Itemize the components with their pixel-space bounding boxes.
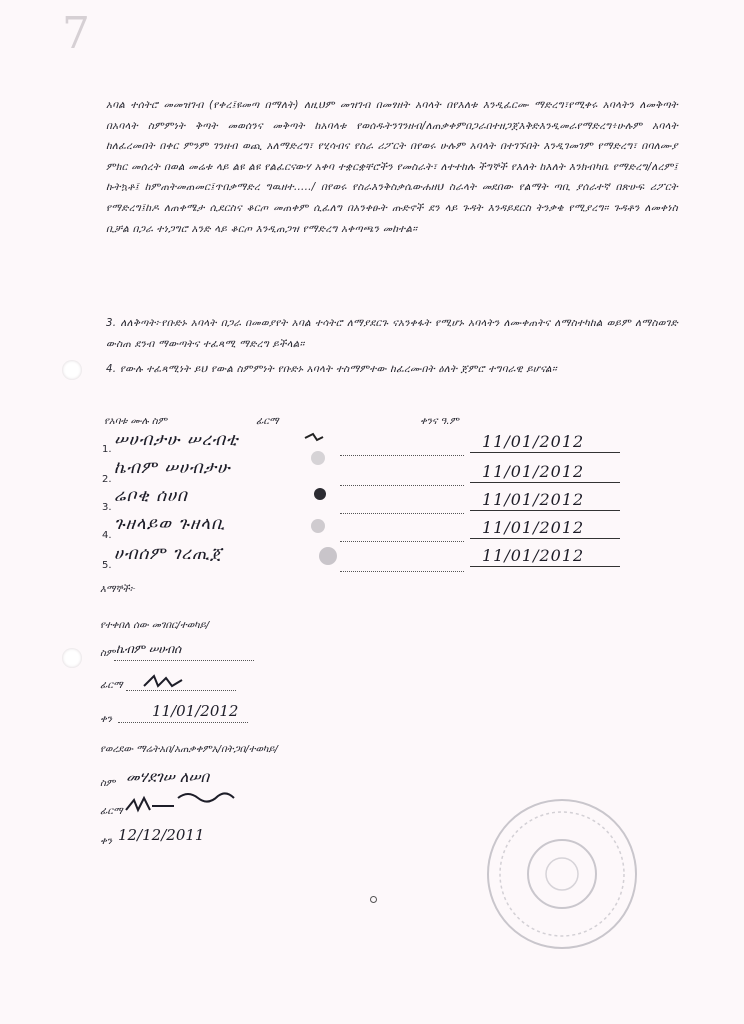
agreement-paragraph-duties: አባል ተሰትሮ መመዝገብ (የቀረ፤ዩመጣ በማለት) ለዚህም መዝገብ በመፃዘት አባላት በየእለቱ እንዲፈርሙ ማድረግ፣የሚቀሩ አባላትን ለመቅጣት በአባላት ስምምነት ቅጣት መወሰንና መቅጣት ከአባላቱ የወሰዱትንገንዘብ/ለጠቃቀምበጋራበተዘጋጀእቅድእንዲመራየማድረግ፥ሁሉም አባላት ከለፈረመበት በቀር ምንም ገንዘብ ወጪ አለማድረግ፣ የሂሳብና የስራ ሪፖርት በየወሩ ሁሉም አባላት በተገኙበት እንዲገመገም የማድረግ፣ በባለሙያ ምክር መሰረት በወል መሬቱ ላይ ልዩ ልዩ የልፈርናውሃ አቀባ ተቋርቋቸሮችን የመስራት፣ ለተተከሉ ችግኞች የእለት ከእለት እንክብካቤ የማድረግ/ለረም፤ ኩትኳቶ፤ ከምጠትመጠመር፤ጥበቃማድረ ግዉዘተ...../ በየወሩ የስራእንቅስቃሴውሐዘህ ስራላት መደበው የልማት ጣቢ ያሰራተኛ በጽሁፍ ሪፖርት የማድረግ፤ከዶ ለጠቀሜታ ሲደርስና ቆርጦ መጠቀም ሲፈለግ በአንቀፁት ጡድኖች ደን ላይ ጉዳት እንዳይደርስ ትንቃቄ የሚያረግ። ጉዳቶን ለመቀነስ ቢቻል በጋራ ተነጋግሮ አንድ ላይ ቆርጦ እንዲጠጋዝ የማድረግ አቀጣጫን መከተል። <box>106 100 678 235</box>
member-name: ሠሀብታሁ ሠረብቲ <box>114 430 239 450</box>
member-row-number: 3. <box>102 502 112 513</box>
member-row-number: 4. <box>102 530 112 541</box>
handed-name-value: መሃደገሠ ለሠበ <box>126 768 210 786</box>
received-date-line <box>118 722 248 723</box>
member-date: 11/01/2012 <box>482 546 585 565</box>
member-name: ኬብም ሠሀብታሁ <box>114 458 231 478</box>
received-name-label: ስም <box>100 648 116 659</box>
member-row-number: 2. <box>102 474 112 485</box>
received-title: የተቀበለ ሰው መገበር/ተወካይ/ <box>100 620 210 631</box>
handed-date-label: ቀን <box>100 836 112 847</box>
member-name: ጉዘላይወ ጉዘላቢ <box>114 514 226 534</box>
fingerprint-mark <box>311 451 325 465</box>
column-header-signature: ፊርማ <box>256 416 279 427</box>
member-date: 11/01/2012 <box>482 462 585 481</box>
received-signature <box>140 672 190 692</box>
handed-date-value: 12/12/2011 <box>118 826 205 844</box>
member-name: ሬቦቂ ሰሀበ <box>114 486 188 506</box>
handed-signature <box>122 788 252 818</box>
handed-name-label: ስም <box>100 778 116 789</box>
member-row-number: 1. <box>102 444 112 455</box>
handed-title: የወረደው ማሬትአበ/አጠቃቀምአ/በትጋበ/ተወካይ/ <box>100 744 278 755</box>
agreement-paragraph-penalty: 3. ለለቅጣት፦የቡድኑ አባላት በጋራ በመወያየት አባል ተሳትሮ ለማያደርጉ ናአንቀፋት የሚሆኑ አባላትን ለሙቀጠትና ለማስተካከል ወይም ለማስወገድ ውስጠ ደንብ ማውጣትና ተፈጻሚ ማድረግ ይችላል። <box>106 318 678 350</box>
signature-scribble <box>305 434 323 440</box>
member-date: 11/01/2012 <box>482 432 585 451</box>
fingerprint-mark <box>319 547 337 565</box>
member-date: 11/01/2012 <box>482 490 585 509</box>
agreement-paragraph-validity: 4. የውሉ ተፈጻሚነት ይህ የውል ስምምነት የቡድኑ አባላት ተስማምተው ከፈረሙበት ዕለት ጀምሮ ተግባራዊ ይሆናል። <box>106 364 557 375</box>
received-date-label: ቀን <box>100 714 112 725</box>
received-name-value: ኬብም ሠሀብሰ <box>116 642 182 656</box>
received-sign-label: ፊርማ <box>100 680 123 691</box>
page-corner-mark: 7 <box>62 8 90 59</box>
member-row-number: 5. <box>102 560 112 571</box>
received-name-line <box>114 660 254 661</box>
official-stamp <box>484 796 640 952</box>
witnesses-label: እማኞች፦ <box>100 584 135 595</box>
member-date: 11/01/2012 <box>482 518 585 537</box>
paper-speck <box>370 896 377 903</box>
fingerprint-mark <box>314 488 326 500</box>
received-date-value: 11/01/2012 <box>152 702 239 720</box>
column-header-name: የአባቱ ሙሉ ስም <box>104 416 167 427</box>
column-header-date: ቀንና ዓ.ም <box>420 416 459 427</box>
member-name: ሀብሰም ገረጢጀ <box>114 544 223 564</box>
fingerprint-mark <box>311 519 325 533</box>
handed-sign-label: ፊርማ <box>100 806 123 817</box>
received-sign-line <box>126 690 236 691</box>
